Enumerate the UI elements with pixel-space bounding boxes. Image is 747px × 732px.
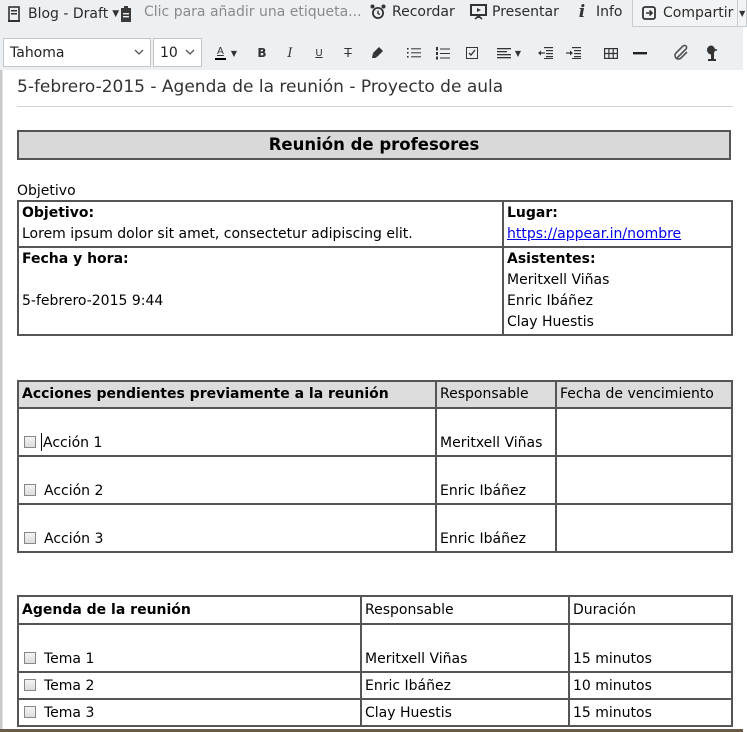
chevron-down-icon: ▼ — [112, 9, 120, 19]
due-cell[interactable] — [556, 504, 732, 552]
align-button[interactable] — [494, 43, 524, 63]
column-header: Agenda de la reunión — [18, 596, 361, 624]
note-editor[interactable] — [0, 70, 743, 732]
duration-cell[interactable]: 15 minutos — [569, 699, 732, 726]
topic-checkbox[interactable] — [24, 679, 36, 691]
chevron-down-icon: ▼ — [230, 48, 238, 58]
task-checkbox[interactable] — [24, 436, 36, 448]
table-header-row — [18, 381, 732, 408]
font-color-icon: A — [215, 47, 226, 60]
topic-checkbox[interactable] — [24, 706, 36, 718]
strikethrough-icon: T — [344, 46, 352, 60]
format-toolbar — [0, 36, 743, 70]
table-row — [18, 408, 732, 456]
font-size-select[interactable] — [153, 38, 202, 67]
tag-button[interactable] — [118, 2, 134, 26]
indent-icon — [566, 47, 581, 59]
horizontal-rule-button[interactable] — [630, 43, 650, 63]
numbered-list-button[interactable] — [433, 43, 453, 63]
table-header-row — [18, 596, 732, 624]
checkbox-button[interactable] — [462, 43, 482, 63]
tag-icon — [118, 6, 134, 22]
attendees-cell[interactable] — [503, 247, 732, 335]
task-checkbox[interactable] — [24, 484, 36, 496]
column-header: Responsable — [436, 381, 556, 408]
attendee: Enric Ibáñez — [507, 293, 593, 309]
align-left-icon — [497, 48, 511, 59]
strikethrough-button[interactable] — [338, 43, 358, 63]
chevron-down-icon — [184, 46, 196, 58]
microphone-icon — [705, 45, 719, 62]
italic-icon: I — [287, 45, 293, 61]
objective-text: Lorem ipsum dolor sit amet, consectetur adipiscing elit. — [22, 226, 413, 242]
highlighter-icon — [370, 46, 384, 60]
presentation-icon — [470, 4, 486, 20]
font-family-select[interactable] — [3, 38, 151, 67]
underline-icon: U — [315, 47, 323, 59]
note-title[interactable]: 5-febrero-2015 - Agenda de la reunión - Proyecto de aula — [17, 75, 733, 107]
owner-cell[interactable]: Enric Ibáñez — [436, 504, 556, 552]
share-button[interactable] — [633, 0, 738, 26]
bold-button[interactable] — [252, 43, 272, 63]
topic-text: Tema 1 — [44, 651, 95, 667]
table-row — [18, 672, 732, 699]
datetime-value: 5-febrero-2015 9:44 — [22, 293, 164, 309]
attachment-button[interactable] — [672, 43, 692, 63]
attendee: Meritxell Viñas — [507, 272, 610, 288]
meeting-banner: Reunión de profesores — [17, 130, 731, 160]
action-cell[interactable] — [18, 456, 436, 504]
topic-cell[interactable] — [18, 624, 361, 672]
table-icon — [604, 48, 618, 59]
topic-text: Tema 2 — [44, 678, 95, 694]
table-row — [18, 699, 732, 726]
action-text: Acción 2 — [44, 483, 104, 499]
action-text: Acción 1 — [43, 435, 103, 451]
table-row — [18, 456, 732, 504]
present-label: Presentar — [492, 4, 559, 20]
topic-cell[interactable] — [18, 672, 361, 699]
duration-cell[interactable]: 10 minutos — [569, 672, 732, 699]
datetime-cell[interactable] — [18, 247, 503, 335]
due-cell[interactable] — [556, 456, 732, 504]
owner-cell[interactable]: Clay Huestis — [361, 699, 569, 726]
underline-button[interactable] — [309, 43, 329, 63]
agenda-table — [17, 595, 733, 727]
due-cell[interactable] — [556, 408, 732, 456]
table-button[interactable] — [601, 43, 621, 63]
attendee: Clay Huestis — [507, 314, 594, 330]
action-cell[interactable] — [18, 504, 436, 552]
text-cursor — [41, 433, 42, 451]
topic-cell[interactable] — [18, 699, 361, 726]
attendees-heading: Asistentes: — [507, 251, 596, 267]
notebook-selector[interactable] — [6, 2, 119, 26]
column-header: Acciones pendientes previamente a la reunión — [18, 381, 436, 408]
chevron-down-icon — [133, 46, 145, 58]
tag-input[interactable]: Clic para añadir una etiqueta... — [144, 4, 362, 20]
owner-cell[interactable]: Enric Ibáñez — [436, 456, 556, 504]
present-button[interactable] — [470, 0, 559, 24]
info-label: Info — [596, 4, 623, 20]
place-link[interactable]: https://appear.in/nombre — [507, 226, 682, 242]
font-size-value: 10 — [160, 44, 178, 61]
column-header: Responsable — [361, 596, 569, 624]
table-row — [18, 504, 732, 552]
owner-cell[interactable]: Meritxell Viñas — [436, 408, 556, 456]
italic-button[interactable] — [280, 43, 300, 63]
share-control — [632, 0, 747, 27]
bulleted-list-icon — [407, 47, 421, 59]
font-family-value: Tahoma — [10, 44, 65, 61]
audio-record-button[interactable] — [702, 43, 722, 63]
highlight-button[interactable] — [367, 43, 387, 63]
horizontal-rule-icon — [633, 51, 647, 55]
notebook-icon — [6, 6, 22, 22]
pending-actions-table — [17, 380, 733, 553]
topic-text: Tema 3 — [44, 705, 95, 721]
indent-button[interactable] — [563, 43, 583, 63]
font-color-button[interactable] — [210, 43, 242, 63]
share-options-chevron-icon[interactable]: ▼ — [739, 8, 746, 18]
owner-cell[interactable]: Enric Ibáñez — [361, 672, 569, 699]
meeting-info-table — [17, 200, 733, 336]
paperclip-icon — [674, 45, 690, 61]
topic-checkbox[interactable] — [24, 652, 36, 664]
place-heading: Lugar: — [507, 205, 558, 221]
task-checkbox[interactable] — [24, 532, 36, 544]
table-row — [18, 624, 732, 672]
info-button[interactable] — [574, 0, 623, 24]
column-header: Duración — [569, 596, 732, 624]
share-label: Compartir — [663, 5, 734, 21]
reminder-button[interactable] — [370, 0, 455, 24]
objective-label: Objetivo — [17, 183, 76, 199]
alarm-clock-icon — [370, 4, 386, 20]
duration-cell[interactable]: 15 minutos — [569, 624, 732, 672]
action-cell[interactable] — [18, 408, 436, 456]
top-bar — [0, 0, 746, 36]
reminder-label: Recordar — [392, 4, 455, 20]
note-body[interactable] — [17, 130, 731, 727]
datetime-heading: Fecha y hora: — [22, 251, 129, 267]
bulleted-list-button[interactable] — [404, 43, 424, 63]
share-icon — [641, 5, 657, 21]
action-text: Acción 3 — [44, 531, 104, 547]
editor-left-border — [0, 70, 3, 732]
numbered-list-icon — [436, 47, 450, 60]
column-header: Fecha de vencimiento — [556, 381, 732, 408]
objective-heading: Objetivo: — [22, 205, 95, 221]
bold-icon: B — [257, 46, 267, 60]
place-cell[interactable] — [503, 201, 732, 247]
checkbox-icon — [466, 47, 478, 59]
owner-cell[interactable]: Meritxell Viñas — [361, 624, 569, 672]
notebook-name: Blog - Draft — [28, 6, 109, 22]
info-icon: i — [578, 2, 586, 22]
outdent-icon — [538, 47, 553, 59]
chevron-down-icon: ▼ — [514, 48, 522, 58]
objective-cell[interactable] — [18, 201, 503, 247]
outdent-button[interactable] — [535, 43, 555, 63]
